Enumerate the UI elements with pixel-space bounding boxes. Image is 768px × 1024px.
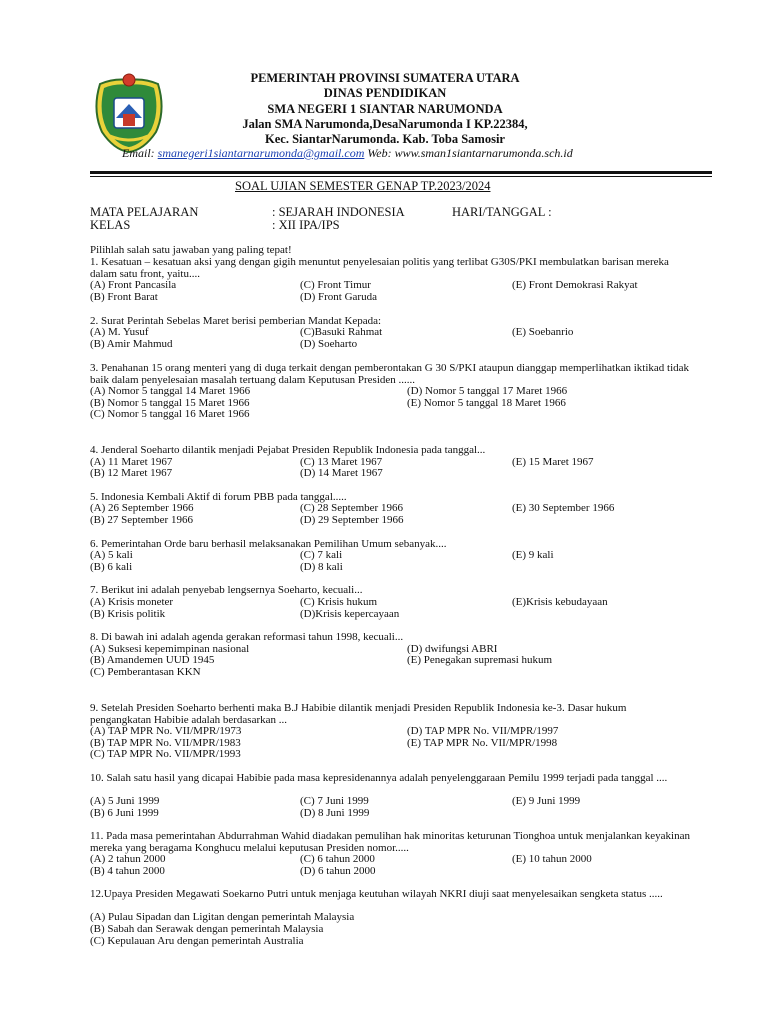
- option-4a: (A) 11 Maret 1967: [90, 456, 173, 468]
- question-10: 10. Salah satu hasil yang dicapai Habibie pada masa kepresidenannya adalah penyelenggaraan Pemilu 1999 terjadi pada tanggal ....: [90, 772, 668, 784]
- instruction: Pilihlah salah satu jawaban yang paling tepat!: [90, 244, 292, 256]
- provincial-emblem-icon: [90, 70, 168, 154]
- web-label: Web:: [364, 146, 395, 160]
- option-11c: (C) 6 tahun 2000: [300, 853, 375, 865]
- option-8d: (D) dwifungsi ABRI: [407, 643, 498, 655]
- option-3e: (E) Nomor 5 tanggal 18 Maret 1966: [407, 397, 566, 409]
- question-7: 7. Berikut ini adalah penyebab lengsernya Soeharto, kecuali...: [90, 584, 363, 596]
- question-9: 9. Setelah Presiden Soeharto berhenti maka B.J Habibie dilantik menjadi Presiden Republik Indonesia ke-3. Dasar hukum pengangkatan Habibie adalah berdasarkan ...: [90, 702, 627, 726]
- question-8: 8. Di bawah ini adalah agenda gerakan reformasi tahun 1998, kecuali...: [90, 631, 404, 643]
- day-date-label: HARI/TANGGAL :: [452, 205, 552, 219]
- option-1b: (B) Front Barat: [90, 291, 158, 303]
- header-school-name: SMA NEGERI 1 SIANTAR NARUMONDA: [267, 102, 503, 116]
- option-3d: (D) Nomor 5 tanggal 17 Maret 1966: [407, 385, 568, 397]
- web-address: www.sman1siantarnarumonda.sch.id: [394, 146, 573, 160]
- option-9c: (C) TAP MPR No. VII/MPR/1993: [90, 748, 241, 760]
- option-2c: (C)Basuki Rahmat: [300, 326, 383, 338]
- option-12c: (C) Kepulauan Aru dengan pemerintah Australia: [90, 935, 304, 947]
- header-divider-thin: [90, 176, 712, 177]
- option-1d: (D) Front Garuda: [300, 291, 377, 303]
- header-divider-thick: [90, 171, 712, 174]
- option-4e: (E) 15 Maret 1967: [512, 456, 594, 468]
- question-1: 1. Kesatuan – kesatuan aksi yang dengan gigih menuntut penyelesaian politis yang terlibat G30S/PKI membulatkan barisan mereka dalam satu front, yaitu....: [90, 256, 669, 280]
- option-5d: (D) 29 September 1966: [300, 514, 404, 526]
- option-6e: (E) 9 kali: [512, 549, 554, 561]
- option-5b: (B) 27 September 1966: [90, 514, 193, 526]
- question-2: 2. Surat Perintah Sebelas Maret berisi pemberian Mandat Kepada:: [90, 315, 382, 327]
- question-12: 12.Upaya Presiden Megawati Soekarno Putri untuk menjaga keutuhan wilayah NKRI diuji saat menyelesaikan sengketa status .....: [90, 888, 663, 900]
- option-6d: (D) 8 kali: [300, 561, 343, 573]
- option-3c: (C) Nomor 5 tanggal 16 Maret 1966: [90, 408, 250, 420]
- option-7e: (E)Krisis kebudayaan: [512, 596, 608, 608]
- question-3: 3. Penahanan 15 orang menteri yang di duga terkait dengan pemberontakan G 30 S/PKI ataupun dianggap memperlihatkan iktikad tidak baik dalam penyelesaian masalah tertuang dalam Keputusan Presiden ......: [90, 362, 690, 386]
- option-6b: (B) 6 kali: [90, 561, 133, 573]
- question-5: 5. Indonesia Kembali Aktif di forum PBB pada tanggal.....: [90, 491, 347, 503]
- option-10c: (C) 7 Juni 1999: [300, 795, 369, 807]
- header-address: Jalan SMA Narumonda,DesaNarumonda I KP.22384,: [242, 117, 528, 131]
- option-6c: (C) 7 kali: [300, 549, 343, 561]
- option-8b: (B) Amandemen UUD 1945: [90, 654, 215, 666]
- option-5e: (E) 30 September 1966: [512, 502, 615, 514]
- option-11d: (D) 6 tahun 2000: [300, 865, 376, 877]
- option-4b: (B) 12 Maret 1967: [90, 467, 173, 479]
- question-6: 6. Pemerintahan Orde baru berhasil melaksanakan Pemilihan Umum sebanyak....: [90, 538, 447, 550]
- question-4: 4. Jenderal Soeharto dilantik menjadi Pejabat Presiden Republik Indonesia pada tanggal...: [90, 444, 486, 456]
- option-5a: (A) 26 September 1966: [90, 502, 194, 514]
- option-3a: (A) Nomor 5 tanggal 14 Maret 1966: [90, 385, 251, 397]
- option-9e: (E) TAP MPR No. VII/MPR/1998: [407, 737, 558, 749]
- option-9d: (D) TAP MPR No. VII/MPR/1997: [407, 725, 559, 737]
- option-9a: (A) TAP MPR No. VII/MPR/1973: [90, 725, 242, 737]
- option-2d: (D) Soeharto: [300, 338, 358, 350]
- option-4d: (D) 14 Maret 1967: [300, 467, 383, 479]
- subject-label: MATA PELAJARAN: [90, 205, 199, 219]
- email-label: Email:: [122, 146, 158, 160]
- option-2a: (A) M. Yusuf: [90, 326, 149, 338]
- option-8c: (C) Pemberantasan KKN: [90, 666, 201, 678]
- question-11: 11. Pada masa pemerintahan Abdurrahman Wahid diadakan pemulihan hak minoritas keturunan Tionghoa untuk menjalankan keyakinan mereka yang beragama Konghucu melalui keputusan Presiden nomor.....: [90, 830, 690, 854]
- option-5c: (C) 28 September 1966: [300, 502, 403, 514]
- option-11e: (E) 10 tahun 2000: [512, 853, 592, 865]
- email-link[interactable]: smanegeri1siantarnarumonda@gmail.com: [157, 146, 365, 160]
- header-contact: [122, 146, 573, 161]
- option-7a: (A) Krisis moneter: [90, 596, 174, 608]
- option-2b: (B) Amir Mahmud: [90, 338, 173, 350]
- option-7b: (B) Krisis politik: [90, 608, 166, 620]
- option-9b: (B) TAP MPR No. VII/MPR/1983: [90, 737, 241, 749]
- header-district: Kec. SiantarNarumonda. Kab. Toba Samosir: [265, 132, 505, 146]
- class-label: KELAS: [90, 218, 131, 232]
- option-2e: (E) Soebanrio: [512, 326, 574, 338]
- option-7d: (D)Krisis kepercayaan: [300, 608, 400, 620]
- option-3b: (B) Nomor 5 tanggal 15 Maret 1966: [90, 397, 250, 409]
- option-6a: (A) 5 kali: [90, 549, 133, 561]
- option-10a: (A) 5 Juni 1999: [90, 795, 160, 807]
- option-7c: (C) Krisis hukum: [300, 596, 377, 608]
- option-12a: (A) Pulau Sipadan dan Ligitan dengan pemerintah Malaysia: [90, 911, 355, 923]
- option-12b: (B) Sabah dan Serawak dengan pemerintah Malaysia: [90, 923, 324, 935]
- option-1c: (C) Front Timur: [300, 279, 371, 291]
- option-4c: (C) 13 Maret 1967: [300, 456, 383, 468]
- exam-title: SOAL UJIAN SEMESTER GENAP TP.2023/2024: [235, 179, 491, 193]
- class-value: : XII IPA/IPS: [272, 218, 340, 232]
- option-10e: (E) 9 Juni 1999: [512, 795, 581, 807]
- option-11a: (A) 2 tahun 2000: [90, 853, 166, 865]
- option-8a: (A) Suksesi kepemimpinan nasional: [90, 643, 250, 655]
- option-10b: (B) 6 Juni 1999: [90, 807, 159, 819]
- option-11b: (B) 4 tahun 2000: [90, 865, 165, 877]
- header-government: PEMERINTAH PROVINSI SUMATERA UTARA: [250, 71, 520, 85]
- option-1a: (A) Front Pancasila: [90, 279, 177, 291]
- subject-value: : SEJARAH INDONESIA: [272, 205, 405, 219]
- option-1e: (E) Front Demokrasi Rakyat: [512, 279, 638, 291]
- option-10d: (D) 8 Juni 1999: [300, 807, 370, 819]
- option-8e: (E) Penegakan supremasi hukum: [407, 654, 553, 666]
- header-department: DINAS PENDIDIKAN: [323, 86, 447, 100]
